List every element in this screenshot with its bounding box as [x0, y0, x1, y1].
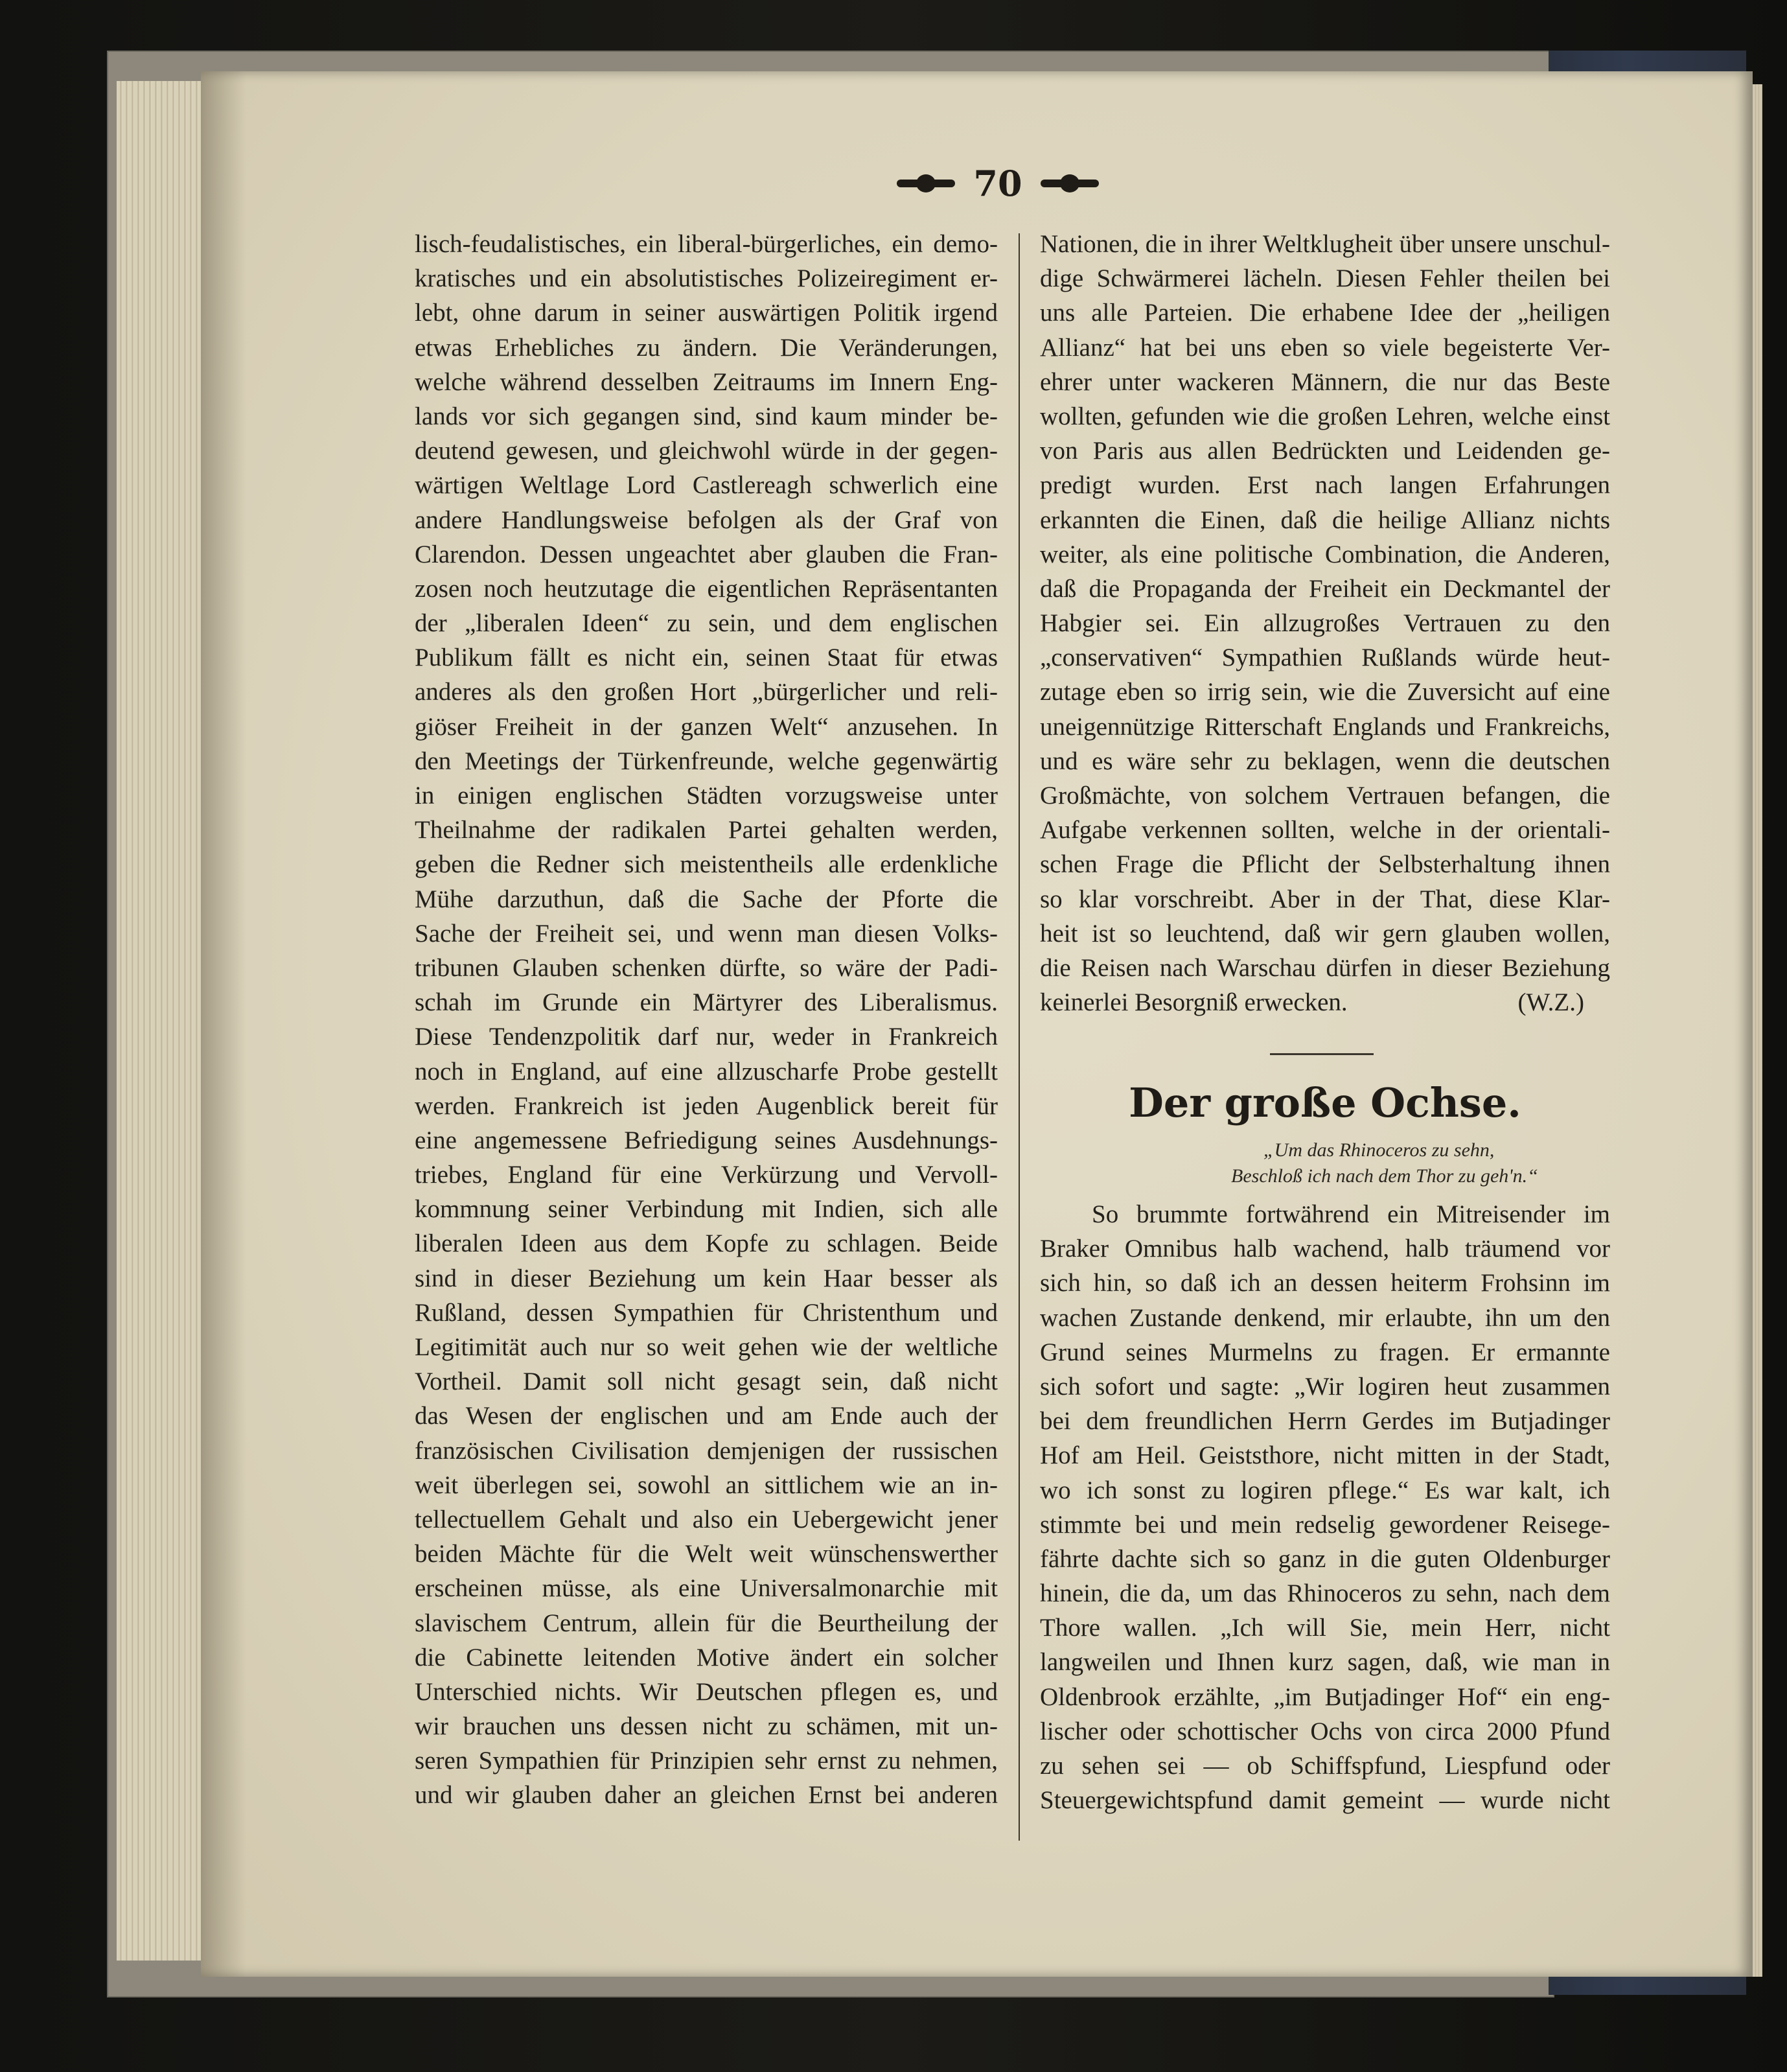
ornament-left-icon	[897, 174, 955, 192]
text-line: sich sofort und sagte: „Wir logiren heut zusammen	[1040, 1372, 1610, 1401]
text-line: Mühe darzuthun, daß die Sache der Pforte die	[415, 885, 998, 913]
text-line: dige Schwärmerei lächeln. Diesen Fehler theilen bei	[1040, 264, 1610, 293]
text-line: Oldenbrook erzählte, „im Butjadinger Hof“ ein eng-	[1040, 1682, 1610, 1711]
text-line: Allianz“ hat bei uns eben so viele begeisterte Ver-	[1040, 333, 1610, 362]
text-line: stimmte bei und mein redselig gewordener Reisege-	[1040, 1510, 1610, 1539]
epigraph	[1231, 1137, 1620, 1189]
text-line: giöser Freiheit in der ganzen Welt“ anzusehen. In	[415, 712, 998, 741]
text-line: heit ist so leuchtend, daß wir gern glauben wollen,	[1040, 919, 1610, 948]
text-line: lisch-feudalistisches, ein liberal-bürgerliches, ein demo-	[415, 230, 998, 258]
page-number: 70	[973, 163, 1022, 204]
text-line: den Meetings der Türkenfreunde, welche gegenwärtig	[415, 747, 998, 775]
text-line: Unterschied nichts. Wir Deutschen pflegen es, und	[415, 1677, 998, 1706]
text-line: die Reisen nach Warschau dürfen in dieser Beziehung	[1040, 953, 1610, 982]
text-line: anderes als den großen Hort „bürgerlicher und reli-	[415, 678, 998, 706]
epigraph-line: Beschloß ich nach dem Thor zu geh'n.“	[1231, 1165, 1538, 1187]
text-line: wärtigen Weltlage Lord Castlereagh schwerlich eine	[415, 471, 998, 500]
text-line: lebt, ohne darum in seiner auswärtigen Politik irgend	[415, 299, 998, 327]
text-line: welche während desselben Zeitraums im Innern Eng-	[415, 367, 998, 396]
text-line: von Paris aus allen Bedrückten und Leidenden ge-	[1040, 437, 1610, 465]
text-line: erkannten die Einen, daß die heilige Allianz nichts	[1040, 506, 1610, 534]
text-line: französischen Civilisation demjenigen der russischen	[415, 1436, 998, 1465]
text-line: deutend gewesen, und gleichwohl würde in der gegen-	[415, 437, 998, 465]
text-line: So brummte fortwährend ein Mitreisender im	[1092, 1200, 1610, 1228]
text-line: fährte dachte sich so ganz in die guten Oldenburger	[1040, 1544, 1610, 1573]
text-line: Sache der Freiheit sei, und wenn man diesen Volks-	[415, 919, 998, 948]
right-column-top	[1040, 227, 1610, 1019]
text-line: Publikum fällt es nicht ein, seinen Staat für etwas	[415, 644, 998, 672]
text-line: „conservativen“ Sympathien Rußlands würde heut-	[1040, 644, 1610, 672]
text-line: eine angemessene Befriedigung seines Ausdehnungs-	[415, 1126, 998, 1154]
text-line: Großmächte, von solchem Vertrauen befangen, die	[1040, 782, 1610, 809]
text-line: bei dem freundlichen Herrn Gerdes im Butjadinger	[1040, 1407, 1610, 1436]
text-line: uneigennützige Ritterschaft Englands und Frankreichs,	[1040, 712, 1610, 741]
text-line: schah im Grunde ein Märtyrer des Liberalismus.	[415, 988, 998, 1017]
text-line: etwas Erhebliches zu ändern. Die Veränderungen,	[415, 333, 998, 362]
text-line: Habgier sei. Ein allzugroßes Vertrauen zu den	[1040, 609, 1610, 638]
text-line: schen Frage die Pflicht der Selbsterhaltung ihnen	[1040, 850, 1610, 879]
text-line: Diese Tendenzpolitik darf nur, weder in Frankreich	[415, 1023, 998, 1051]
text-line: langweilen und Ihnen kurz sagen, daß, wie man in	[1040, 1648, 1610, 1677]
text-line: Hof am Heil. Geiststhore, nicht mitten in der Stadt,	[1040, 1441, 1610, 1470]
text-line: hinein, die da, um das Rhinoceros zu sehn, nach dem	[1040, 1579, 1610, 1608]
epigraph-line: „Um das Rhinoceros zu sehn,	[1263, 1139, 1495, 1161]
section-separator	[1270, 1053, 1374, 1055]
text-line: Rußland, dessen Sympathien für Christenthum und	[415, 1298, 998, 1327]
text-line: und wir glauben daher an gleichen Ernst bei anderen	[415, 1781, 998, 1810]
text-line: Theilnahme der radikalen Partei gehalten werden,	[415, 816, 998, 844]
text-line: liberalen Ideen aus dem Kopfe zu schlagen. Beide	[415, 1229, 998, 1258]
text-line: lands vor sich gegangen sind, sind kaum minder be-	[415, 402, 998, 430]
text-line: wir brauchen uns dessen nicht zu schämen, mit un-	[415, 1712, 998, 1741]
text-line: die Cabinette leitenden Motive ändert ein solcher	[415, 1643, 998, 1671]
text-line: wachen Zustande denkend, mir erlaubte, ihn um den	[1040, 1303, 1610, 1332]
text-line: daß die Propaganda der Freiheit ein Deckmantel der	[1040, 574, 1610, 603]
text-line: wo ich sonst zu logiren pflege.“ Es war kalt, ich	[1040, 1476, 1610, 1504]
text-line: uns alle Parteien. Die erhabene Idee der „heiligen	[1040, 299, 1610, 327]
text-line: Clarendon. Dessen ungeachtet aber glauben die Fran-	[415, 540, 998, 568]
text-line: erscheinen müsse, als eine Universalmonarchie mit	[415, 1574, 998, 1603]
text-line: der „liberalen Ideen“ zu sein, und dem englischen	[415, 609, 998, 638]
text-line: Thore wallen. „Ich will Sie, mein Herr, nicht	[1040, 1614, 1610, 1642]
closing-line	[1040, 985, 1610, 1019]
author-signature: (W.Z.)	[1517, 988, 1584, 1017]
article-title: Der große Ochse.	[1129, 1079, 1521, 1126]
text-line: Legitimität auch nur so weit gehen wie der weltliche	[415, 1333, 998, 1361]
text-line: so klar vorschreibt. Aber in der That, diese Klar-	[1040, 885, 1610, 913]
text-line: slavischem Centrum, allein für die Beurtheilung der	[415, 1609, 998, 1637]
left-column	[415, 227, 998, 1813]
text-line: weiter, als eine politische Combination, die Anderen,	[1040, 540, 1610, 568]
page-gutter-shadow	[201, 71, 246, 1977]
text-line: in einigen englischen Städten vorzugsweise unter	[415, 782, 998, 809]
text-line: sich hin, so daß ich an dessen heiterm Frohsinn im	[1040, 1269, 1610, 1298]
text-line: das Wesen der englischen und am Ende auch der	[415, 1402, 998, 1430]
text-line: tellectuellem Gehalt und also ein Uebergewicht jener	[415, 1505, 998, 1533]
text-line: geben die Redner sich meistentheils alle erdenkliche	[415, 850, 998, 879]
text-line: noch in England, auf eine allzuscharfe Probe gestellt	[415, 1057, 998, 1086]
text-line: Aufgabe verkennen sollten, welche in der orientali-	[1040, 816, 1610, 844]
text-line: sind in dieser Beziehung um kein Haar besser als	[415, 1264, 998, 1292]
text-line: beiden Mächte für die Welt weit wünschenswerther	[415, 1540, 998, 1568]
text-line: weit überlegen sei, sowohl an sittlichem wie an in-	[415, 1471, 998, 1499]
text-line: Braker Omnibus halb wachend, halb träumend vor	[1040, 1235, 1610, 1263]
text-line: ehrer unter wackeren Männern, die nur das Beste	[1040, 367, 1610, 396]
text-line: kommnung seiner Verbindung mit Indien, sich alle	[415, 1195, 998, 1224]
text-line: wollten, gefunden wie die großen Lehren, welche einst	[1040, 402, 1610, 430]
text-line: Grund seines Murmelns zu fragen. Er ermannte	[1040, 1338, 1610, 1366]
article-body	[1040, 1197, 1610, 1817]
text-line: andere Handlungsweise befolgen als der Graf von	[415, 506, 998, 534]
column-divider	[1019, 233, 1020, 1841]
ornament-right-icon	[1041, 174, 1099, 192]
text-line: lischer oder schottischer Ochs von circa 2000 Pfund	[1040, 1717, 1610, 1745]
text-line: zosen noch heutzutage die eigentlichen Repräsentanten	[415, 574, 998, 603]
text-line: seren Sympathien für Prinzipien sehr ernst zu nehmen,	[415, 1747, 998, 1775]
text-line: Steuergewichtspfund damit gemeint — wurde nicht	[1040, 1786, 1610, 1815]
text-line: predigt wurden. Erst nach langen Erfahrungen	[1040, 471, 1610, 500]
text-line: tribunen Glauben schenken dürfte, so wäre der Padi-	[415, 953, 998, 982]
text-line: und es wäre sehr zu beklagen, wenn die deutschen	[1040, 747, 1610, 775]
text-line: keinerlei Besorgniß erwecken.	[1040, 988, 1348, 1017]
text-line: werden. Frankreich ist jeden Augenblick bereit für	[415, 1091, 998, 1120]
text-line: kratisches und ein absolutistisches Polizeiregiment er-	[415, 264, 998, 293]
text-line: zutage eben so irrig sein, wie die Zuversicht auf eine	[1040, 678, 1610, 706]
page-header	[868, 161, 1127, 206]
text-line: Vortheil. Damit soll nicht gesagt sein, daß nicht	[415, 1368, 998, 1396]
text-line: Nationen, die in ihrer Weltklugheit über unsere unschul-	[1040, 230, 1610, 258]
text-line: zu sehen sei — ob Schiffspfund, Liespfund oder	[1040, 1752, 1610, 1780]
text-line: triebes, England für eine Verkürzung und Vervoll-	[415, 1161, 998, 1189]
